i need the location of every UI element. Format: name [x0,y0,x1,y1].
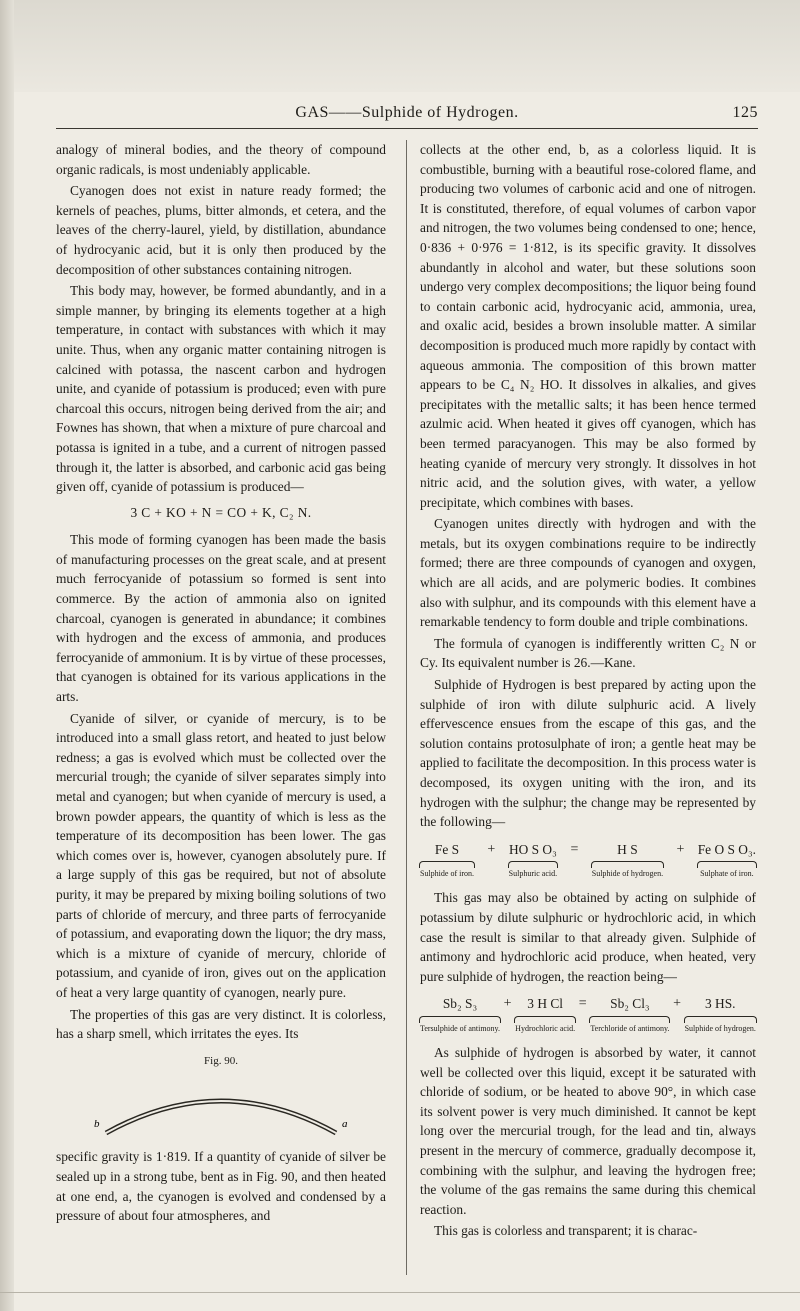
paragraph: specific gravity is 1·819. If a quantity of cyanide of silver be sealed up in a strong tube, bent as in Fig. 90, and then heated at one end, a, the cyanogen is evolved and condensed by a pressure of about four atmospheres, and [56,1149,386,1224]
equation: 3 C + KO + N = CO + K, C₂ N. [130,504,312,520]
formula: Sb₂ S₃ [442,996,478,1012]
operator: + [676,841,685,857]
reaction-sulphide-of-antimony [420,994,756,1033]
formula: 3 HS. [705,996,736,1012]
formula-label: Sulphide of iron. [420,869,474,879]
left-column [56,140,386,1228]
paragraph: The properties of this gas are very distinct. It is colorless, has a sharp smell, which irritates the eyes. Its [56,1006,386,1042]
brace [697,861,757,868]
reaction-term [420,840,474,879]
operator: + [503,996,512,1012]
brace [591,861,664,868]
paragraph: Cyanide of silver, or cyanide of mercury, is to be introduced into a small glass retort, and heated to just below redness; a gas is evolved which must be collected over the mercurial trough; the cyanide of silver separates simply into metal and cyanogen; but when cyanide of mercury is used, a brown powder appears, the quantity of which is less as the temperature of its decomposition has been lower. The gas which comes over is, however, cyanogen absolutely pure. If a large supply of this gas be required, but not of absolute purity, it may be prepared by mixing boiling solutions of two parts of chloride of mercury, and three parts of ferrocyanide of potassium, and evaporating down the liquor; the dry mass, which is a mixture of cyanide of mercury, chloride of potassium, and cyanide of iron, gives out on the application of heat a very large quantity of cyanogen, nearly pure. [56,710,386,1000]
brace [589,1016,670,1023]
reaction-term [590,994,669,1033]
brace [684,1016,757,1023]
paragraph: Cyanogen does not exist in nature ready formed; the kernels of peaches, plums, bitter almonds, et cetera, and the leaves of the cherry-laurel, yield, by distillation, abundance of hydrocyanic acid, but it is only then produced by the decomposition of other substances containing nitrogen. [56,183,386,277]
brace [419,1016,501,1023]
formula: H S [617,841,638,857]
paragraph: This gas may also be obtained by acting on sulphide of potassium by dilute sulphuric or hydrochloric acid, in which case the result is similar to that already given. Sulphide of antimony and hydrochloric acid produce, when heated, very pure sulphide of hydrogen, the reaction being— [420,890,756,984]
paragraph: collects at the other end, b, as a colorless liquid. It is combustible, burning with a beautiful rose-colored flame, and producing two volumes of carbonic acid and one of nitrogen. It is constituted, therefore, of equal volumes of carbon vapor and nitrogen, the two volumes being condensed to one; hence, 0·836 + 0·976 = 1·812, is its specific gravity. It dissolves abundantly in alcohol and water, but these solutions soon undergo very complex decompositions; the liquor being found to contain carbonic acid, hydrocyanic acid, ammonia, urea, and oxalic acid, besides a brown insoluble matter. A similar decomposition is produced much more rapidly by contact with aqueous ammonia. The composition of this brown matter appears to be C₄ N₂ HO. It dissolves in alkalies, and gives precipitates with the metallic salts; it has been hence termed azulmic acid. When heated it gives off cyanogen, which has been termed paracyanogen. This may be also formed by heating cyanide of mercury very strongly. It dissolves in hot nitric acid, and the solution gives, with water, a yellow precipitate, which combines with bases. [420,142,756,510]
formula-label: Sulphide of hydrogen. [684,1023,756,1033]
paragraph: This mode of forming cyanogen has been made the basis of manufacturing processes on the great scale, and at present much ferrocyanide of potassium so formed is sent into commerce. By the action of ammonia also on ignited charcoal, cyanogen is generated in abundance; it combines with hydrogen and the excess of ammonia, and produces ferrocyanide of ammonium. It is by virtue of these processes, that cyanogen is obtained for its various applications in the arts. [56,532,386,705]
formula: Fe S [434,841,460,857]
reaction-term [420,994,500,1033]
header-rule [56,128,758,129]
paragraph: This gas is colorless and transparent; it is charac- [434,1223,698,1239]
paragraph: As sulphide of hydrogen is absorbed by water, it cannot well be collected over this liquid, except it be saturated with chloride of sodium, or be heated to above 90°, in which case its solvent power is very much diminished. It cannot be kept long over the mercurial trough, for the lead and tin, always present in the mercury of commerce, gradually decompose it, combining with the sulphur, and leaving the hydrogen free; the volume of the gas remains the same during this chemical reaction. [420,1044,756,1217]
formula-label: Sulphide of hydrogen. [591,869,664,879]
binding-edge [0,0,14,1311]
brace [419,861,475,868]
bent-tube-figure [86,1075,356,1141]
paragraph: analogy of mineral bodies, and the theory of compound organic radicals, is most undeniably applicable. [56,142,386,177]
reaction-term [592,840,663,879]
formula-label: Tersulphide of antimony. [420,1023,501,1033]
reaction-term [698,840,756,879]
operator: = [578,996,587,1012]
running-header [56,100,758,126]
paragraph: This body may, however, be formed abundantly, and in a simple manner, by bringing its elements together at a high temperature, in contact with substances with which it may unite. Thus, when any organic matter containing nitrogen is calcined with potassa, the nascent carbon and hydrogen unite, and cyanide of potassium is produced; even with pure charcoal this occurs, nitrogen being derived from the air; and Fownes has shown, that when a mixture of pure charcoal and potassa is ignited in a tube, and a current of nitrogen passed through it, the latter is absorbed, and carbonic acid gas being given off, cyanide of potassium is produced— [56,283,386,495]
page-edge [0,1292,800,1293]
reaction-sulphide-of-iron [420,840,756,879]
formula-label: Sulphate of iron. [700,869,754,879]
formula: Sb₂ Cl₃ [610,996,650,1012]
page-top-shadow [0,0,800,92]
paragraph: Sulphide of Hydrogen is best prepared by acting upon the sulphide of iron with dilute sulphuric acid. A lively effervescence ensues from the escape of this gas, and the solution contains protosulphate of iron; a gentle heat may be applied to facilitate the decomposition. In this process water is decomposed, its oxygen uniting with the iron, and its hydrogen with the sulphur; the change may be represented by the following— [420,677,756,830]
figure-caption: Fig. 90. [204,1054,238,1067]
operator: = [570,841,579,857]
formula-label: Terchloride of antimony. [590,1023,670,1033]
operator: + [487,841,496,857]
formula: Fe O S O₃. [697,841,756,857]
page-number: 125 [732,104,758,121]
brace [508,861,558,868]
formula-label: Sulphuric acid. [508,869,558,879]
formula-label: Hydrochloric acid. [515,1023,576,1033]
right-column [420,140,756,1243]
formula: 3 H Cl [527,996,564,1012]
paragraph: Cyanogen unites directly with hydrogen and with the metals, but its oxygen combinations require to be indirectly formed; there are three compounds of cyanogen and oxygen, which are all acids, and are polymeric bodies. It combines also with sulphur, and its compounds with this element have a remarkable tendency to form double and triple combinations. [420,516,756,630]
running-title: GAS——Sulphide of Hydrogen. [295,104,519,121]
formula: HO S O₃ [508,841,557,857]
paragraph: The formula of cyanogen is indifferently written C₂ N or Cy. Its equivalent number is 26.—Kane. [420,635,756,671]
column-divider [406,140,407,1275]
figure-label-a: a [342,1118,348,1131]
operator: + [673,996,681,1012]
reaction-term [685,994,756,1033]
brace [514,1016,576,1023]
reaction-term [509,840,557,879]
figure-label-b: b [94,1118,100,1131]
reaction-term [515,994,575,1033]
